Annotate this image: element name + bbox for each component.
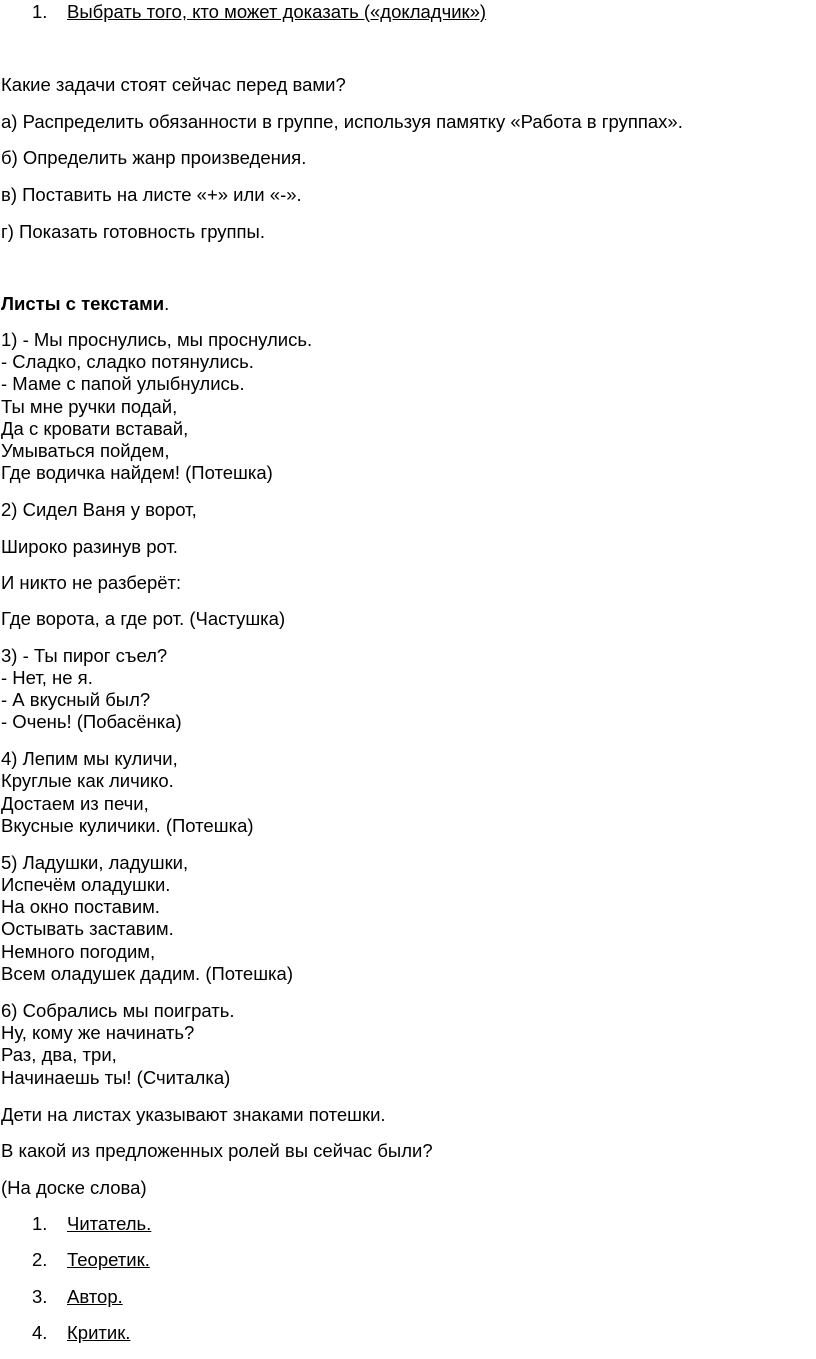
kids-note: Дети на листах указывают знаками потешки. xyxy=(1,1104,386,1125)
text-1-line: - Маме с папой улыбнулись. xyxy=(1,373,245,394)
task-d: г) Показать готовность группы. xyxy=(1,221,265,242)
role-number: 4. xyxy=(32,1322,48,1343)
text-5-line: На окно поставим. xyxy=(1,896,160,917)
board-note: (На доске слова) xyxy=(1,1177,147,1198)
role-item: Теоретик. xyxy=(67,1249,150,1270)
text-4-line: Вкусные куличики. (Потешка) xyxy=(1,815,254,836)
text-1-line: 1) - Мы проснулись, мы проснулись. xyxy=(1,329,313,350)
text-6-line: Ну, кому же начинать? xyxy=(1,1022,195,1043)
text-2-line: 2) Сидел Ваня у ворот, xyxy=(1,499,197,520)
text-1-line: Ты мне ручки подай, xyxy=(1,396,178,417)
text-5-line: 5) Ладушки, ладушки, xyxy=(1,852,189,873)
roles-question: В какой из предложенных ролей вы сейчас были? xyxy=(1,1140,433,1161)
text-6-line: 6) Собрались мы поиграть. xyxy=(1,1000,235,1021)
top-item-number: 1. xyxy=(32,1,48,22)
tasks-question: Какие задачи стоят сейчас перед вами? xyxy=(1,74,346,95)
text-4-line: Достаем из печи, xyxy=(1,793,149,814)
text-1-line: Да с кровати вставай, xyxy=(1,418,189,439)
section-heading-tail: . xyxy=(164,293,170,314)
text-1-line: Где водичка найдем! (Потешка) xyxy=(1,462,273,483)
role-number: 3. xyxy=(32,1286,48,1307)
task-a: а) Распределить обязанности в группе, используя памятку «Работа в группах». xyxy=(1,111,683,132)
section-heading-bold: Листы с текстами xyxy=(1,293,165,314)
text-2-line: Где ворота, а где рот. (Частушка) xyxy=(1,608,286,629)
role-item: Автор. xyxy=(67,1286,123,1307)
text-5-line: Немного погодим, xyxy=(1,941,156,962)
text-1-line: Умываться пойдем, xyxy=(1,440,170,461)
text-5-line: Всем оладушек дадим. (Потешка) xyxy=(1,963,294,984)
top-item-text: Выбрать того, кто может доказать («докладчик») xyxy=(67,1,487,22)
text-3-line: - А вкусный был? xyxy=(1,689,151,710)
text-6-line: Начинаешь ты! (Считалка) xyxy=(1,1067,231,1088)
text-4-line: Круглые как личико. xyxy=(1,770,174,791)
role-number: 2. xyxy=(32,1249,48,1270)
role-number: 1. xyxy=(32,1213,48,1234)
section-heading xyxy=(1,293,169,315)
text-5-line: Остывать заставим. xyxy=(1,918,174,939)
task-c: в) Поставить на листе «+» или «-». xyxy=(1,184,302,205)
text-2-line: И никто не разберёт: xyxy=(1,572,182,593)
text-3-line: - Очень! (Побасёнка) xyxy=(1,711,182,732)
role-item: Читатель. xyxy=(67,1213,152,1234)
text-5-line: Испечём оладушки. xyxy=(1,874,171,895)
text-1-line: - Сладко, сладко потянулись. xyxy=(1,351,254,372)
text-6-line: Раз, два, три, xyxy=(1,1044,117,1065)
text-3-line: 3) - Ты пирог съел? xyxy=(1,645,168,666)
task-b: б) Определить жанр произведения. xyxy=(1,147,307,168)
role-item: Критик. xyxy=(67,1322,131,1343)
text-3-line: - Нет, не я. xyxy=(1,667,93,688)
text-2-line: Широко разинув рот. xyxy=(1,536,178,557)
text-4-line: 4) Лепим мы куличи, xyxy=(1,748,178,769)
